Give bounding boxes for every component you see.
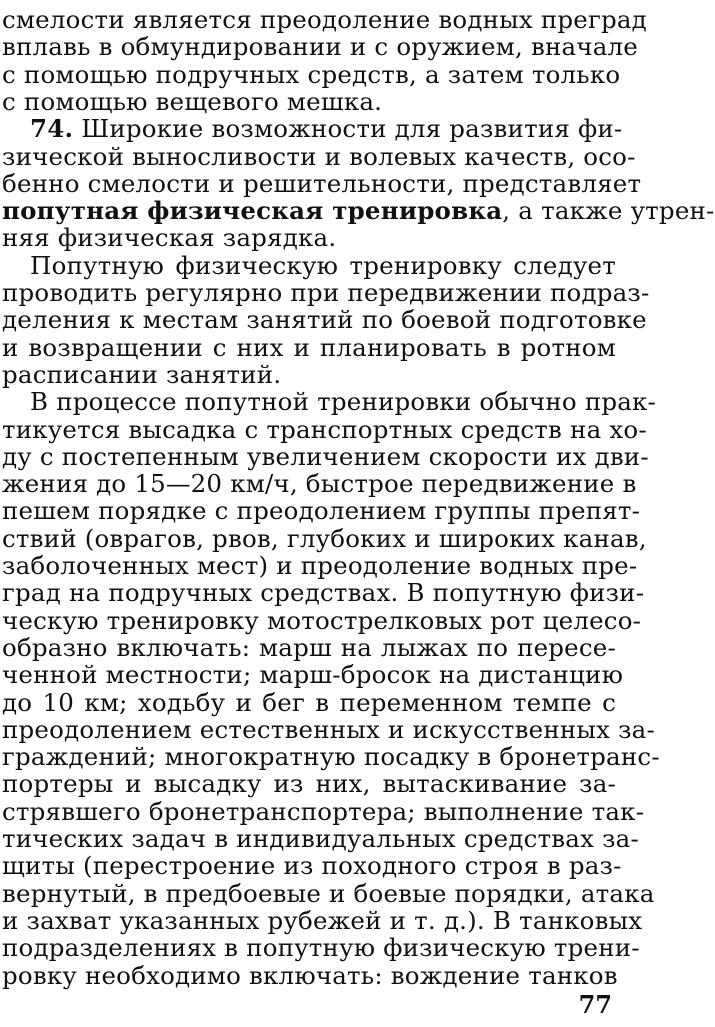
text-line: бенно смелости и решительности, представляет [2,168,642,198]
text-line: жения до 15—20 км/ч, быстрое передвижение в [2,469,637,499]
text-line: тических задач в индивидуальных средствах за- [2,824,639,853]
text-line: преодолением естественных и искусственных за- [2,714,655,744]
text-line: стрявшего бронетранспортера; выполнение так- [2,796,645,826]
text-line: и возвращении с них и планировать в ротном [2,332,616,362]
paragraph-74-first-line [30,114,623,144]
text-line: ровку необходимо включать: вождение танков [2,960,618,990]
text-line: подразделениях в попутную физическую трени- [2,933,640,963]
bold-phrase: попутная физическая тренировка [2,196,503,226]
text-line: Попутную физическую тренировку следует [30,250,616,280]
text-line: расписании занятий. [2,359,282,389]
text-line: портеры и высадку из них, вытаскивание за- [2,769,616,799]
text-line: щиты (перестроение из походного строя в раз- [2,851,622,881]
text-line-fragment: , а также утрен- [502,196,715,226]
section-number: 74. [30,114,74,144]
text-line: образно включать: марш на лыжах по пересе- [2,632,616,662]
text-line: вплавь в обмундировании и с оружием, вначале [2,32,638,62]
text-line: град на подручных средствах. В попутную физи- [2,578,645,608]
text-line: смелости является преодоление водных преград [2,5,647,34]
text-line: ствий (оврагов, рвов, глубоких и широких канав, [2,523,647,553]
page-number: 77 [578,990,612,1019]
text-line: граждений; многократную посадку в бронетранс- [2,742,660,772]
text-line: ческую тренировку мотострелковых рот целесо- [2,605,642,635]
text-line: проводить регулярно при передвижении подраз- [2,278,650,307]
text-line: деления к местам занятий по боевой подготовке [2,305,647,335]
text-line: тикуется высадка с транспортных средств на хо- [2,414,647,444]
text-line: зической выносливости и волевых качеств, осо- [2,141,636,171]
text-line: няя физическая зарядка. [2,223,337,253]
text-line: ду с постепенным увеличением скорости их дви- [2,441,649,471]
text-line: ченной местности; марш-бросок на дистанцию [2,660,624,690]
text-line-with-bold-phrase [2,196,715,226]
text-line: до 10 км; ходьбу и бег в переменном темпе с [2,687,616,717]
text-line: заболоченных мест) и преодоление водных пре- [2,551,638,580]
text-line: и захват указанных рубежей и т. д.). В танковых [2,905,643,935]
text-line: с помощью вещевого мешка. [2,86,383,116]
text-line: пешем порядке с преодолением группы препят- [2,496,641,526]
text-line: вернутый, в предбоевые и боевые порядки, атака [2,878,655,908]
text-line: с помощью подручных средств, а затем только [2,59,621,89]
text-line-fragment: Широкие возможности для развития фи- [81,114,623,144]
text-line: В процессе попутной тренировки обычно прак- [30,387,657,417]
